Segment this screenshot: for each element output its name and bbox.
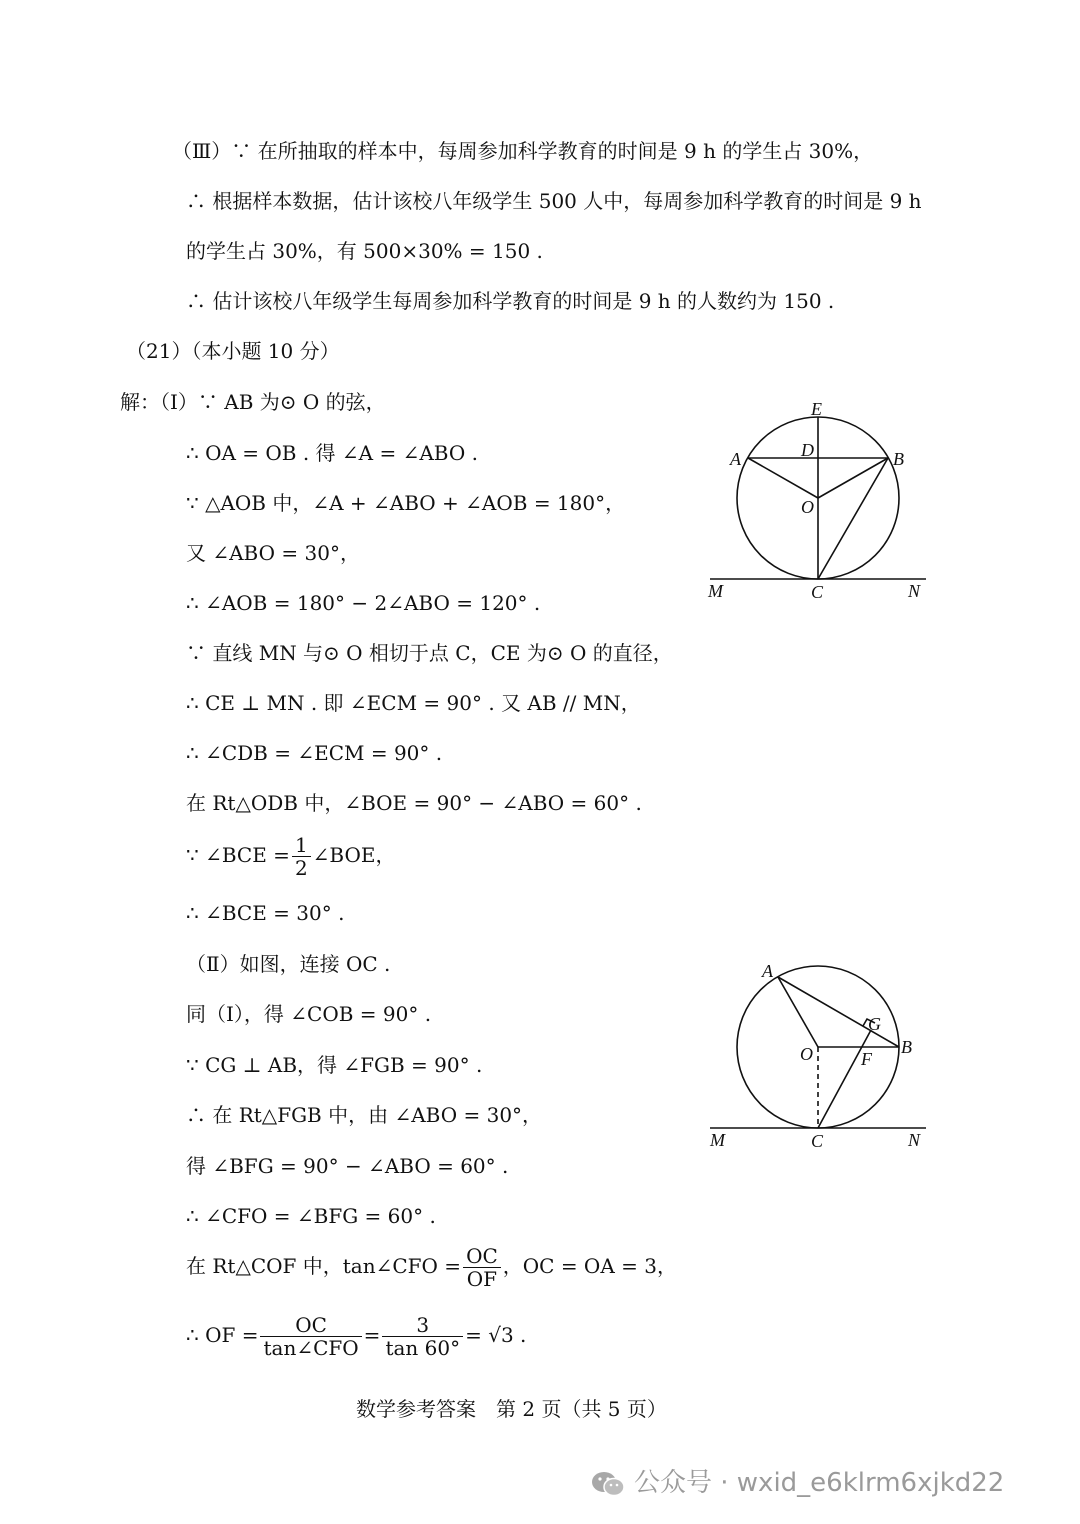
label-B: B: [901, 1037, 912, 1057]
line-9: 又 ∠ABO = 30°，: [186, 541, 360, 565]
label-B: B: [893, 449, 904, 469]
watermark: [590, 1462, 1004, 1499]
line-1: （Ⅲ）∵ 在所抽取的样本中，每周参加科学教育的时间是 9 h 的学生占 30%，: [172, 139, 874, 163]
geometry-figure-2: [700, 955, 940, 1155]
label-G: G: [868, 1014, 881, 1034]
label-M: M: [708, 581, 723, 601]
label-M: M: [710, 1130, 725, 1150]
label-E: E: [811, 399, 822, 419]
line-8: ∵ △AOB 中，∠A + ∠ABO + ∠AOB = 180°，: [186, 491, 626, 515]
label-F: F: [861, 1049, 872, 1069]
line-14: 在 Rt△ODB 中，∠BOE = 90° − ∠ABO = 60° .: [186, 791, 642, 815]
line-2: ∴ 根据样本数据，估计该校八年级学生 500 人中，每周参加科学教育的时间是 9 h: [186, 189, 922, 213]
fraction: $\frac{OC}{\text{tan∠CFO}}$: [260, 1314, 361, 1359]
wechat-icon: [590, 1470, 626, 1498]
line-3: 的学生占 30%，有 500×30% = 150 .: [186, 239, 543, 263]
line-19: ∵ CG ⊥ AB，得 ∠FGB = 90° .: [186, 1053, 483, 1077]
line-tan-fraction: 在 Rt△COF 中，tan∠CFO = $\frac{OC}{OF}$ ，OC = OA = 3，: [186, 1244, 677, 1291]
line-4: ∴ 估计该校八年级学生每周参加科学教育的时间是 9 h 的人数约为 150 .: [186, 289, 835, 313]
solution-start: 解：（Ⅰ）∵ AB 为⊙ O 的弦，: [120, 390, 386, 414]
label-D: D: [801, 440, 814, 460]
line-10: ∴ ∠AOB = 180° − 2∠ABO = 120° .: [186, 591, 541, 615]
line-13: ∴ ∠CDB = ∠ECM = 90° .: [186, 741, 443, 765]
fraction: $\frac{1}{2}$: [292, 834, 311, 879]
line-22: ∴ ∠CFO = ∠BFG = 60° .: [186, 1204, 436, 1228]
line-18: 同（Ⅰ），得 ∠COB = 90° .: [186, 1002, 432, 1026]
label-A: A: [730, 449, 741, 469]
line-7: ∴ OA = OB . 得 ∠A = ∠ABO .: [186, 441, 478, 465]
geometry-figure-1: [700, 395, 940, 605]
label-O: O: [801, 497, 814, 517]
label-A: A: [762, 961, 773, 981]
line-16: ∴ ∠BCE = 30° .: [186, 901, 345, 925]
line-21: 得 ∠BFG = 90° − ∠ABO = 60° .: [186, 1154, 509, 1178]
line-of-fraction: ∴ OF = $\frac{OC}{\text{tan∠CFO}}$ = $\frac{3}{\tan 60^\circ}$ = √3 .: [186, 1313, 527, 1360]
line-20: ∴ 在 Rt△FGB 中，由 ∠ABO = 30°，: [186, 1103, 543, 1127]
line-12: ∴ CE ⊥ MN . 即 ∠ECM = 90° . 又 AB // MN，: [186, 691, 641, 715]
line-part2: （Ⅱ）如图，连接 OC .: [186, 952, 391, 976]
fraction: $\frac{3}{\tan 60^\circ}$: [382, 1314, 463, 1359]
watermark-text: 公众号 · wxid_e6klrm6xjkd22: [634, 1468, 1005, 1498]
line-11: ∵ 直线 MN 与⊙ O 相切于点 C，CE 为⊙ O 的直径，: [186, 641, 673, 665]
line-bce-fraction: ∵ ∠BCE = $\frac{1}{2}$ ∠BOE，: [186, 833, 396, 880]
label-C: C: [811, 1131, 824, 1151]
problem-header: （21）（本小题 10 分）: [126, 339, 340, 363]
fraction: $\frac{OC}{OF}$: [463, 1245, 501, 1290]
label-N: N: [908, 1130, 921, 1150]
label-C: C: [811, 582, 824, 602]
label-O: O: [800, 1044, 813, 1064]
label-N: N: [908, 581, 921, 601]
page-footer: 数学参考答案 第 2 页（共 5 页）: [356, 1397, 667, 1421]
